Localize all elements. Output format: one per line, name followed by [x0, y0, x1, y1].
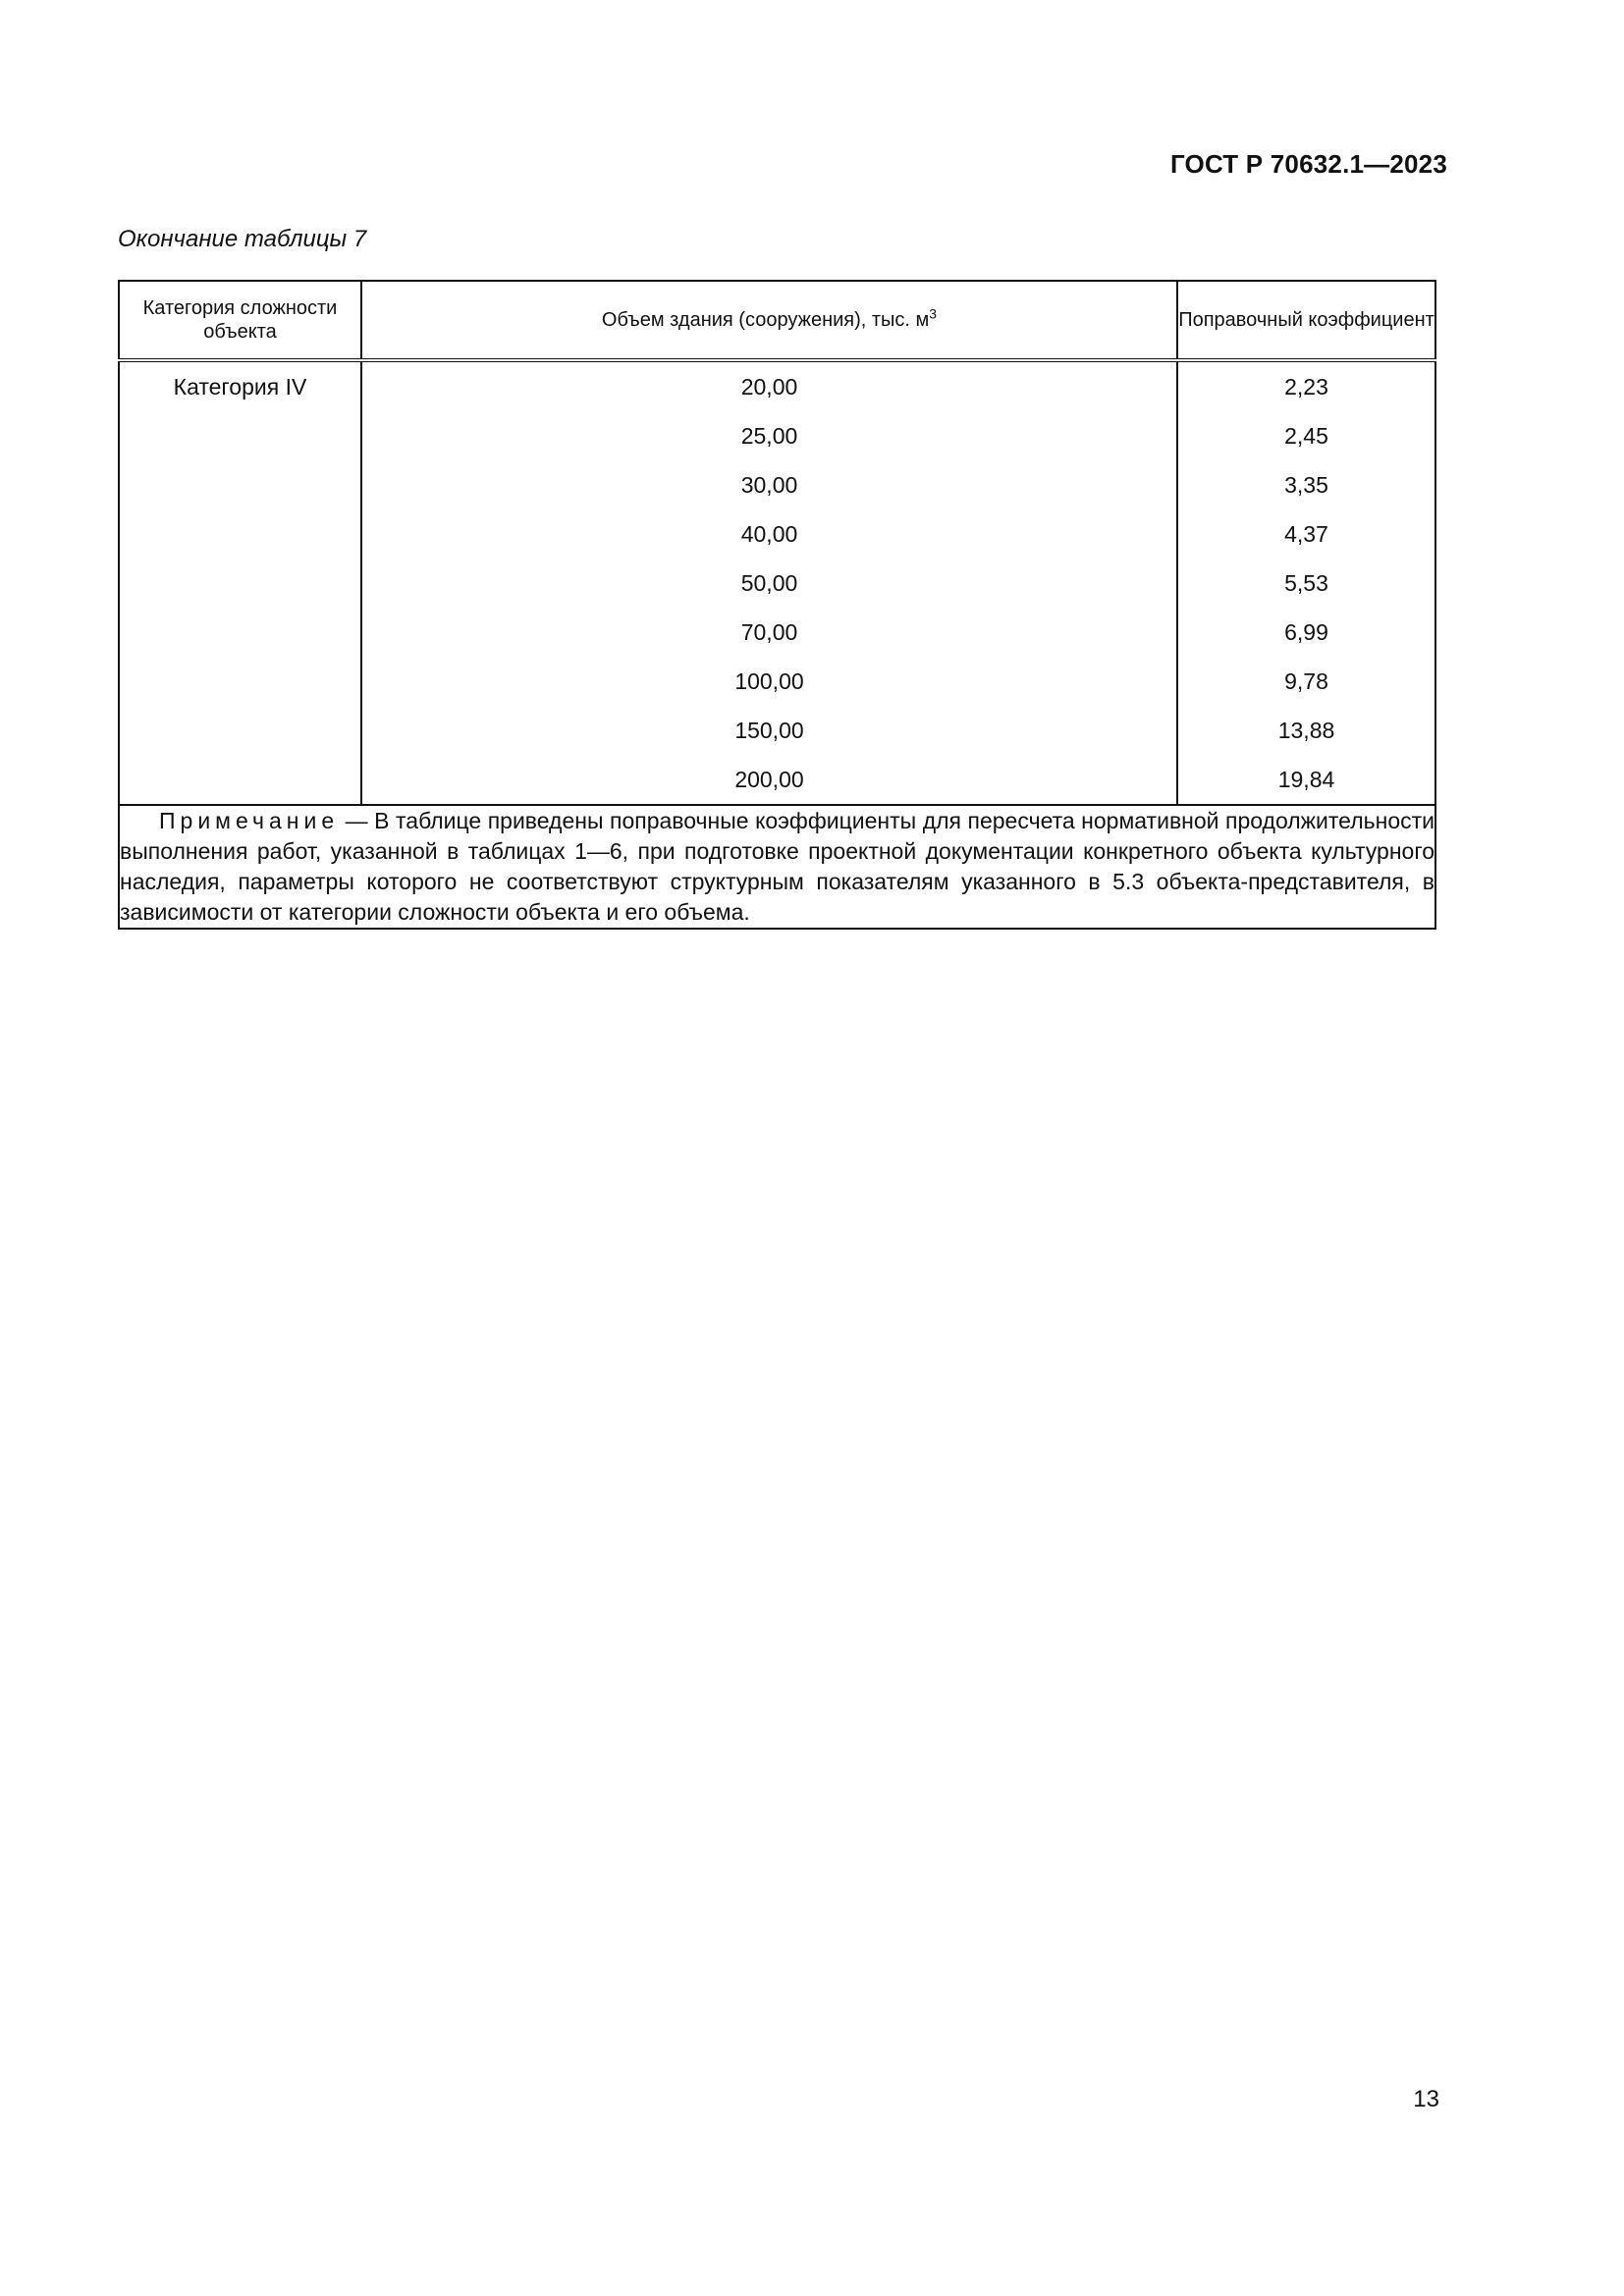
volume-cell: 30,00 — [361, 460, 1177, 509]
header-volume-label: Объем здания (сооружения), тыс. м — [601, 309, 930, 331]
volume-cell: 20,00 — [361, 360, 1177, 411]
volume-cell: 25,00 — [361, 411, 1177, 460]
coefficient-cell: 2,23 — [1177, 360, 1435, 411]
coefficient-cell: 2,45 — [1177, 411, 1435, 460]
correction-table — [118, 280, 1436, 930]
coefficient-cell: 19,84 — [1177, 755, 1435, 805]
volume-cell: 200,00 — [361, 755, 1177, 805]
coefficient-cell: 5,53 — [1177, 559, 1435, 608]
note-row — [119, 805, 1435, 929]
note-label: Примечание — [159, 808, 340, 833]
volume-cell: 70,00 — [361, 608, 1177, 657]
category-cell: Категория IV — [119, 360, 361, 805]
document-code: ГОСТ Р 70632.1—2023 — [1169, 149, 1447, 179]
header-coefficient: Поправочный коэффициент — [1177, 281, 1435, 360]
note-text: — В таблице приведены поправочные коэффициенты для пересчета нормативной продолжительности выполнения работ, указанной в таблицах 1—6, при подготовке проектной документации конкретного объекта культурного наследия, параметры которого не соответствуют структурным показателям указанного в 5.3 объекта-представителя, в зависимости от категории сложности объекта и его объема. — [120, 808, 1435, 925]
coefficient-cell: 3,35 — [1177, 460, 1435, 509]
table-row — [119, 360, 1435, 411]
header-category: Категория сложности объекта — [119, 281, 361, 360]
coefficient-cell: 13,88 — [1177, 706, 1435, 755]
header-volume — [361, 281, 1177, 360]
page-number: 13 — [1413, 2086, 1439, 2112]
table-note — [119, 805, 1435, 929]
volume-cell: 40,00 — [361, 509, 1177, 559]
volume-cell: 100,00 — [361, 657, 1177, 706]
coefficient-cell: 9,78 — [1177, 657, 1435, 706]
table-header-row — [119, 281, 1435, 360]
volume-cell: 50,00 — [361, 559, 1177, 608]
table-caption: Окончание таблицы 7 — [118, 226, 367, 252]
header-volume-exponent: 3 — [929, 305, 938, 322]
coefficient-cell: 6,99 — [1177, 608, 1435, 657]
volume-cell: 150,00 — [361, 706, 1177, 755]
coefficient-cell: 4,37 — [1177, 509, 1435, 559]
